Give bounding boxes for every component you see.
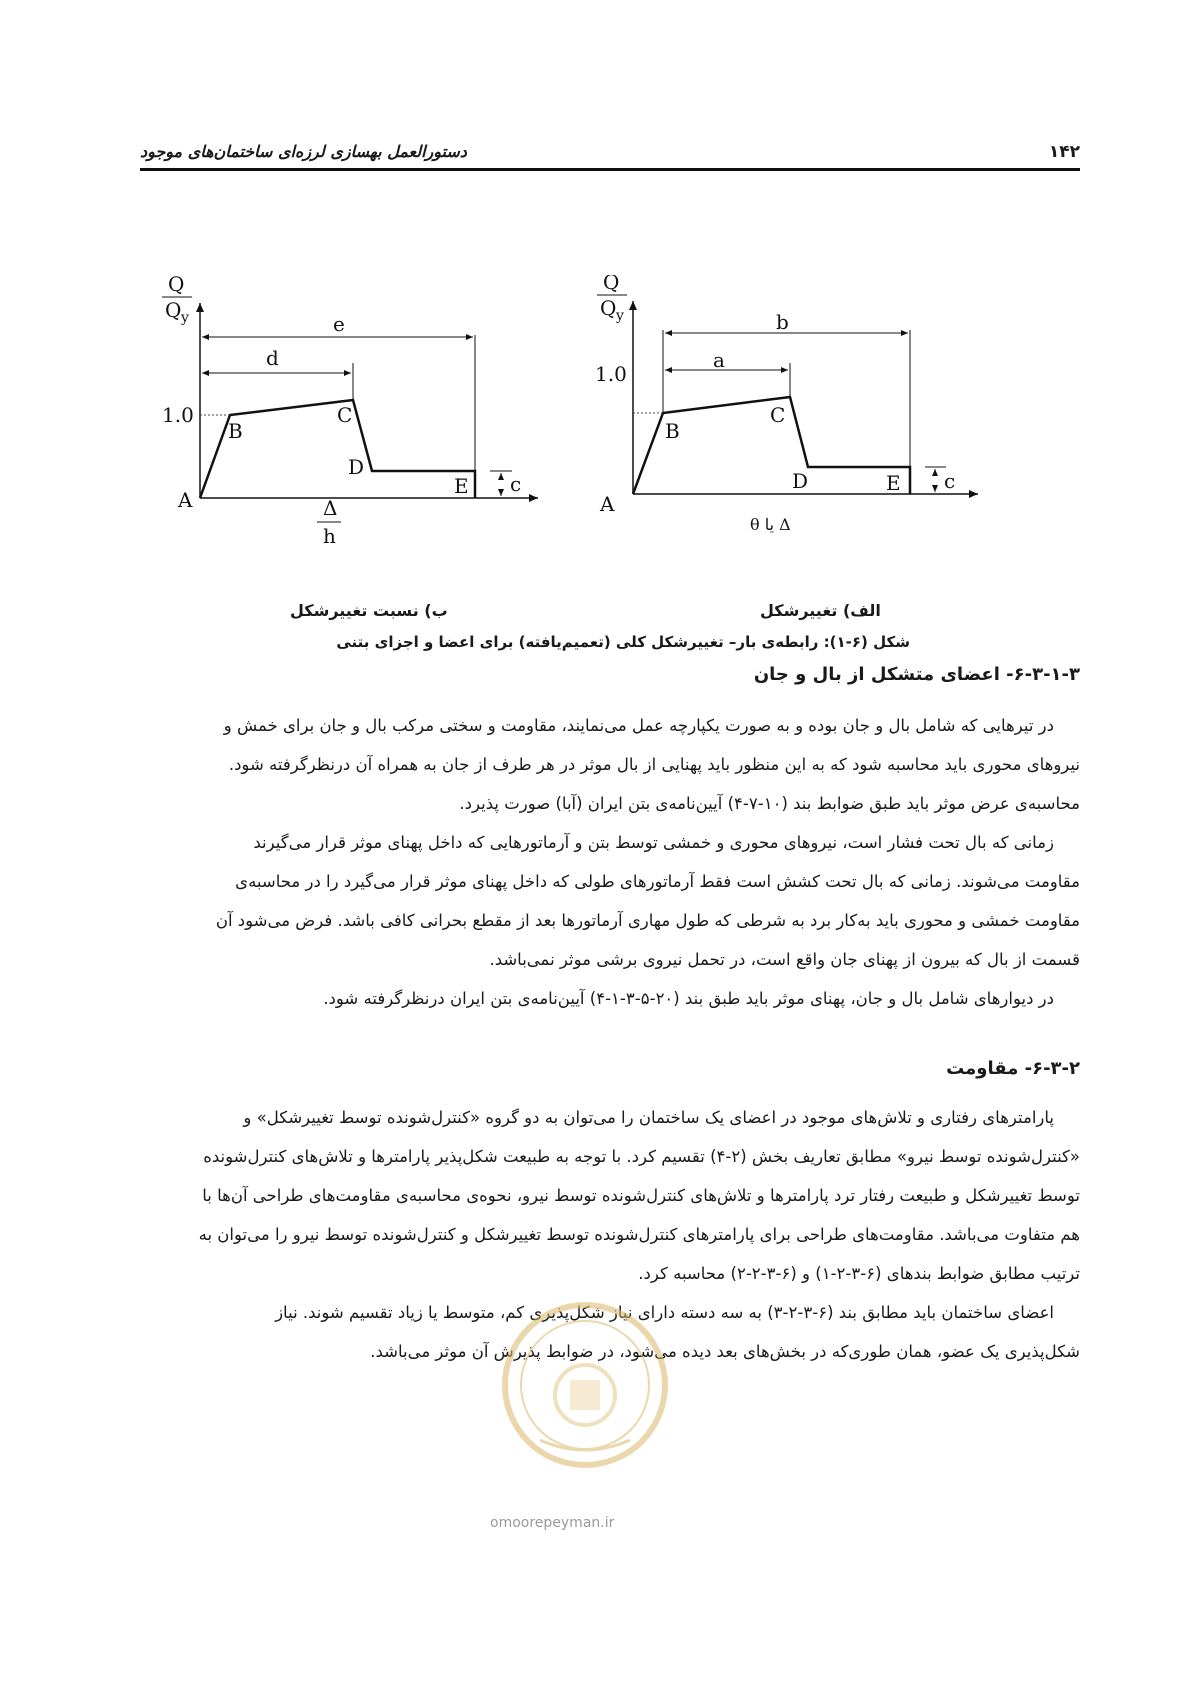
right-one-label: 1.0 — [595, 362, 627, 386]
page-header — [140, 136, 1080, 166]
left-point-d: D — [348, 455, 365, 479]
running-title: دستورالعمل بهسازی لرزه‌ای ساختمان‌های موجود — [140, 142, 467, 161]
right-y-label-num: Q — [603, 275, 620, 294]
right-point-d: D — [792, 469, 809, 493]
right-dim-b: b — [776, 310, 789, 334]
right-y-label-den: Q — [600, 296, 617, 320]
text-line: در دیوارهای شامل بال و جان، پهنای موثر باید طبق بند (۲۰-۵-۳-۱-۴) آیین‌نامه‌ی بتن ایران درنظرگرفته شود. — [323, 989, 1054, 1008]
text-line: محاسبه‌ی عرض موثر باید طبق ضوابط بند (۱۰-۷-۴) آیین‌نامه‌ی بتن ایران (آبا) صورت پذیرد. — [459, 794, 1080, 813]
section-6-3-1-3 — [140, 664, 1080, 685]
page-number: ۱۴۲ — [1048, 142, 1080, 162]
text-line: «کنترل‌شونده توسط نیرو» مطابق تعاریف بخش (۲-۴) تقسیم کرد. با توجه به طبیعت شکل‌پذیر پارامترها و تلاش‌های کنترل‌شونده — [203, 1147, 1080, 1166]
text-line: در تیرهایی که شامل بال و جان بوده و به صورت یکپارچه عمل می‌نمایند، مقاومت و سختی مرکب بال و جان برای خمش و — [223, 716, 1054, 735]
left-point-b: B — [228, 419, 243, 443]
text-line: پارامترهای رفتاری و تلاش‌های موجود در اعضای یک ساختمان را می‌توان به دو گروه «کنترل‌شونده توسط تغییرشکل» و — [243, 1108, 1054, 1127]
left-point-c: C — [337, 403, 353, 427]
left-point-a: A — [178, 488, 193, 512]
text-line: ترتیب مطابق ضوابط بندهای (۶-۳-۲-۱) و (۶-۳-۲-۲) محاسبه کرد. — [638, 1264, 1080, 1283]
text-line: شکل‌پذیری یک عضو، همان طوری‌که در بخش‌های بعد دیده می‌شود، در ضوابط پذیرش آن موثر می‌باشد. — [370, 1342, 1080, 1361]
left-y-label-num: Q — [168, 275, 185, 296]
text-line: مقاومت خمشی و محوری باید به‌کار برد به شرطی که طول مهاری آرماتورها بعد از مقطع بحرانی کافی باشد. فرض می‌شود آن — [215, 911, 1080, 930]
text-line: مقاومت می‌شوند. زمانی که بال تحت کشش است فقط آرماتورهای طولی که داخل پهنای موثر قرار می‌گیرد را در محاسبه‌ی — [235, 872, 1080, 891]
text-line: نیروهای محوری باید محاسبه شود که به این منظور باید پهنایی از بال موثر در هر طرف از جان به همراه آن درنظرگرفته شود. — [228, 755, 1080, 774]
left-one-label: 1.0 — [162, 403, 194, 427]
section1-paragraph-2 — [140, 823, 1080, 979]
figure-caption: شکل (۶-۱): رابطه‌ی بار– تغییرشکل کلی (تعمیم‌یافته) برای اعضا و اجزای بتنی — [336, 633, 910, 651]
right-point-e: E — [886, 471, 901, 495]
left-y-label-den: Q — [165, 298, 182, 322]
section-heading-strength: ۶-۳-۲- مقاومت — [946, 1058, 1080, 1079]
right-x-label: θ یا Δ — [750, 515, 791, 534]
right-point-b: B — [665, 419, 680, 443]
figure-load-deformation — [140, 275, 1080, 651]
watermark-seal-icon — [500, 1300, 670, 1470]
right-dim-a: a — [713, 348, 725, 372]
sub-caption-right: الف) تغییرشکل — [760, 601, 881, 620]
left-x-label-den: h — [323, 524, 336, 548]
left-panel-graph — [162, 275, 538, 548]
left-dim-d: d — [266, 346, 279, 370]
section2-paragraph-1 — [140, 1098, 1080, 1293]
text-line: قسمت از بال که بیرون از پهنای جان واقع است، در تحمل نیروی برشی موثر نمی‌باشد. — [489, 950, 1080, 969]
right-point-c: C — [770, 403, 786, 427]
left-dim-c: c — [510, 472, 522, 496]
right-dim-c: c — [944, 469, 956, 493]
text-line: اعضای ساختمان باید مطابق بند (۶-۳-۲-۳) به سه دسته دارای نیاز شکل‌پذیری کم، متوسط یا زیاد تقسیم شوند. نیاز — [275, 1303, 1054, 1322]
text-line: توسط تغییرشکل و طبیعت رفتار ترد پارامترها و تلاش‌های کنترل‌شونده توسط نیرو، نحوه‌ی محاسبه‌ی مقاومت‌های طراحی آن‌ها با — [202, 1186, 1080, 1205]
text-line: زمانی که بال تحت فشار است، نیروهای محوری و خمشی توسط بتن و آرماتورهایی که داخل پهنای موثر قرار می‌گیرند — [253, 833, 1054, 852]
header-rule — [140, 168, 1080, 171]
left-y-label-sub: y — [181, 310, 189, 326]
watermark-text: omoorepeyman.ir — [490, 1515, 615, 1531]
section-6-3-2 — [140, 1058, 1080, 1079]
left-point-e: E — [454, 474, 469, 498]
section-heading-flanged-members: ۶-۳-۱-۳- اعضای متشکل از بال و جان — [753, 664, 1080, 685]
section1-paragraph-1 — [140, 706, 1080, 823]
left-dim-e: e — [333, 312, 345, 336]
figure-graphs — [140, 275, 1080, 575]
sub-caption-left: ب) نسبت تغییرشکل — [290, 601, 448, 620]
left-x-label-num: Δ — [323, 496, 338, 520]
text-line: هم متفاوت می‌باشد. مقاومت‌های طراحی برای پارامترهای کنترل‌شونده توسط تغییرشکل و کنترل‌شونده توسط نیرو را می‌توان به — [198, 1225, 1080, 1244]
right-point-a: A — [600, 492, 615, 516]
right-panel-graph — [595, 275, 978, 534]
section1-paragraph-3 — [140, 979, 1080, 1018]
right-y-label-sub: y — [616, 308, 624, 324]
